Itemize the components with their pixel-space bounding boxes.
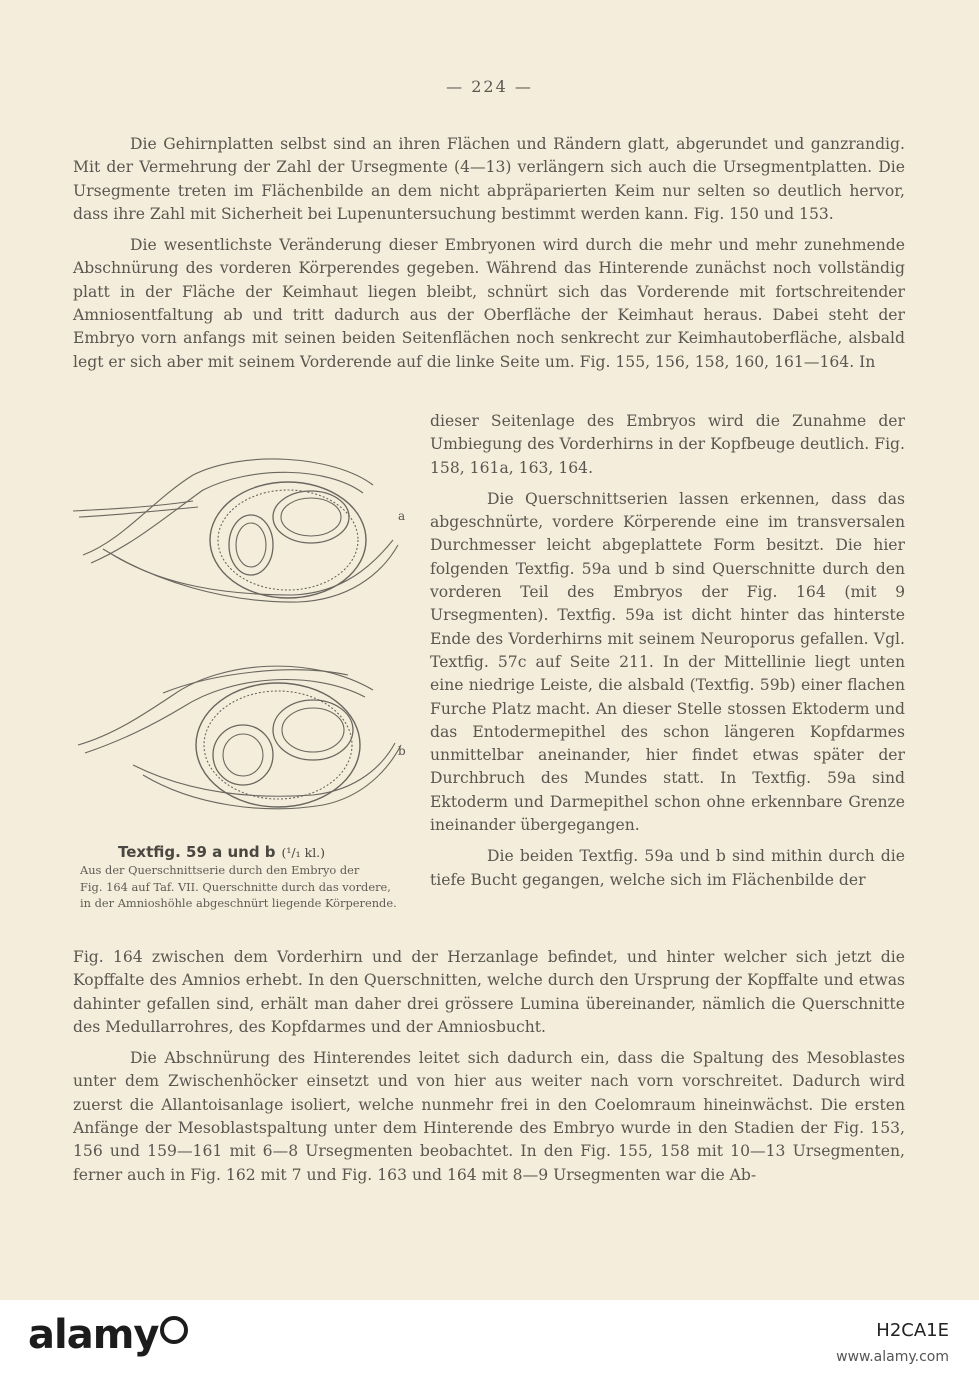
caption-line: Aus der Querschnittserie durch den Embryo der: [80, 863, 360, 877]
paragraph: Die Abschnürung des Hinterendes leitet sich dadurch ein, dass die Spaltung des Mesoblastes unter dem Zwischenhöcker einsetzt und von hier aus weiter nach vorn vorschreitet. Dadurch wird zuerst die Allantoisanlage isoliert, welche nunmehr frei in den Coelomraum hineinwächst. Die ersten Anfänge der Mesoblastspaltung unter dem Hinterende des Embryo wurde in den Stadien der Fig. 153, 156 und 159—161 mit 6—8 Ursegmenten beobachtet. In den Fig. 155, 158 mit 10—13 Ursegmenten, ferner auch in Fig. 162 mit 7 und Fig. 163 und 164 mit 8—9 Ursegmenten war die Ab-: [73, 1049, 905, 1184]
stock-brand: alamy: [28, 1312, 159, 1358]
body-text-top: [73, 133, 905, 374]
paragraph: dieser Seitenlage des Embryos wird die Zunahme der Umbiegung des Vorderhirns in der Kopfbeuge deutlich. Fig. 158, 161a, 163, 164.: [430, 412, 905, 477]
stock-site: www.alamy.com: [836, 1349, 949, 1365]
figure-caption-title: [118, 843, 325, 861]
paragraph: Die wesentlichste Veränderung dieser Embryonen wird durch die mehr und mehr zunehmende Abschnürung des vorderen Körperendes gegeben. Während das Hinterende zunächst noch vollständig platt in der Fläche der Keimhaut liegen bleibt, schnürt sich das Vorderende mit fortschreitender Amniosentfaltung ab und tritt dadurch aus der Oberfläche der Keimhaut heraus. Dabei steht der Embryo vorn anfangs mit seinen beiden Seitenflächen noch senkrecht zur Keimhautoberfläche, alsbald legt er sich aber mit seinem Vorderende auf die linke Seite um. Fig. 155, 156, 158, 160, 161—164. In: [73, 236, 905, 371]
page-number: — 224 —: [446, 77, 533, 96]
paragraph: Die Querschnittserien lassen erkennen, dass das abgeschnürte, vordere Körperende eine im transversalen Durchmesser leicht abgeplattete Form besitzt. Die hier folgenden Textfig. 59a und b sind Querschnitte durch den vorderen Teil des Embryos der Fig. 164 (mit 9 Ursegmenten). Textfig. 59a ist dicht hinter das hinterste Ende des Vorderhirns mit seinem Neuroporus gefallen. Vgl. Textfig. 57c auf Seite 211. In der Mittellinie liegt unten eine niedrige Leiste, die alsbald (Textfig. 59b) einer flachen Furche Platz macht. An dieser Stelle stossen Ektoderm und das Entodermepithel des schon längeren Kopfdarmes unmittelbar aneinander, hier findet etwas später der Durchbruch des Mundes statt. In Textfig. 59a sind Ektoderm und Darmepithel schon ohne erkennbare Grenze ineinander übergegangen.: [430, 489, 905, 835]
stock-logo: [28, 1312, 188, 1358]
caption-line: in der Amnioshöhle abgeschnürt liegende Körperende.: [80, 896, 397, 910]
body-text-right-column: [430, 410, 905, 892]
caption-title-text: Textfig. 59 a und b: [118, 843, 276, 861]
cross-section-figure: [73, 445, 418, 840]
embryo-outline-a: [210, 482, 366, 598]
neural-tube-a: [273, 491, 349, 543]
caption-scale: (¹/₁ kl.): [281, 845, 326, 860]
paragraph: Fig. 164 zwischen dem Vorderhirn und der Herzanlage befindet, und hinter welcher sich jetzt die Kopffalte des Amnios erhebt. In den Querschnitten, welche durch den Ursprung der Kopffalte und etwas dahinter gefallen sind, erhält man daher drei grössere Lumina übereinander, nämlich die Querschnitte des Medullarrohres, des Kopfdarmes und der Amniosbucht.: [73, 948, 905, 1036]
paragraph: Die Gehirnplatten selbst sind an ihren Flächen und Rändern glatt, abgerundet und ganzrandig. Mit der Vermehrung der Zahl der Ursegmente (4—13) verlängern sich auch die Ursegmentplatten. Die Ursegmente treten im Flächenbilde an dem nicht abpräparierten Keim nur selten so deutlich hervor, dass ihre Zahl mit Sicherheit bei Lupenuntersuchung bestimmt werden kann. Fig. 150 und 153.: [73, 135, 905, 223]
figure-label-b: b: [398, 744, 406, 758]
stock-image-id: [836, 1318, 949, 1370]
image-id: H2CA1E: [876, 1320, 949, 1341]
logo-mark-icon: [160, 1316, 188, 1344]
figure-caption: [80, 862, 400, 912]
caption-line: Fig. 164 auf Taf. VII. Querschnitte durch das vordere,: [80, 879, 391, 894]
amnion-fold-line: [83, 459, 373, 555]
cross-section-drawing: [73, 445, 418, 840]
neural-tube-b: [273, 700, 353, 760]
figure-label-a: a: [398, 509, 406, 523]
paragraph: Die beiden Textfig. 59a und b sind mithin durch die tiefe Bucht gegangen, welche sich im Flächenbilde der: [430, 847, 905, 889]
body-text-bottom: [73, 946, 905, 1187]
